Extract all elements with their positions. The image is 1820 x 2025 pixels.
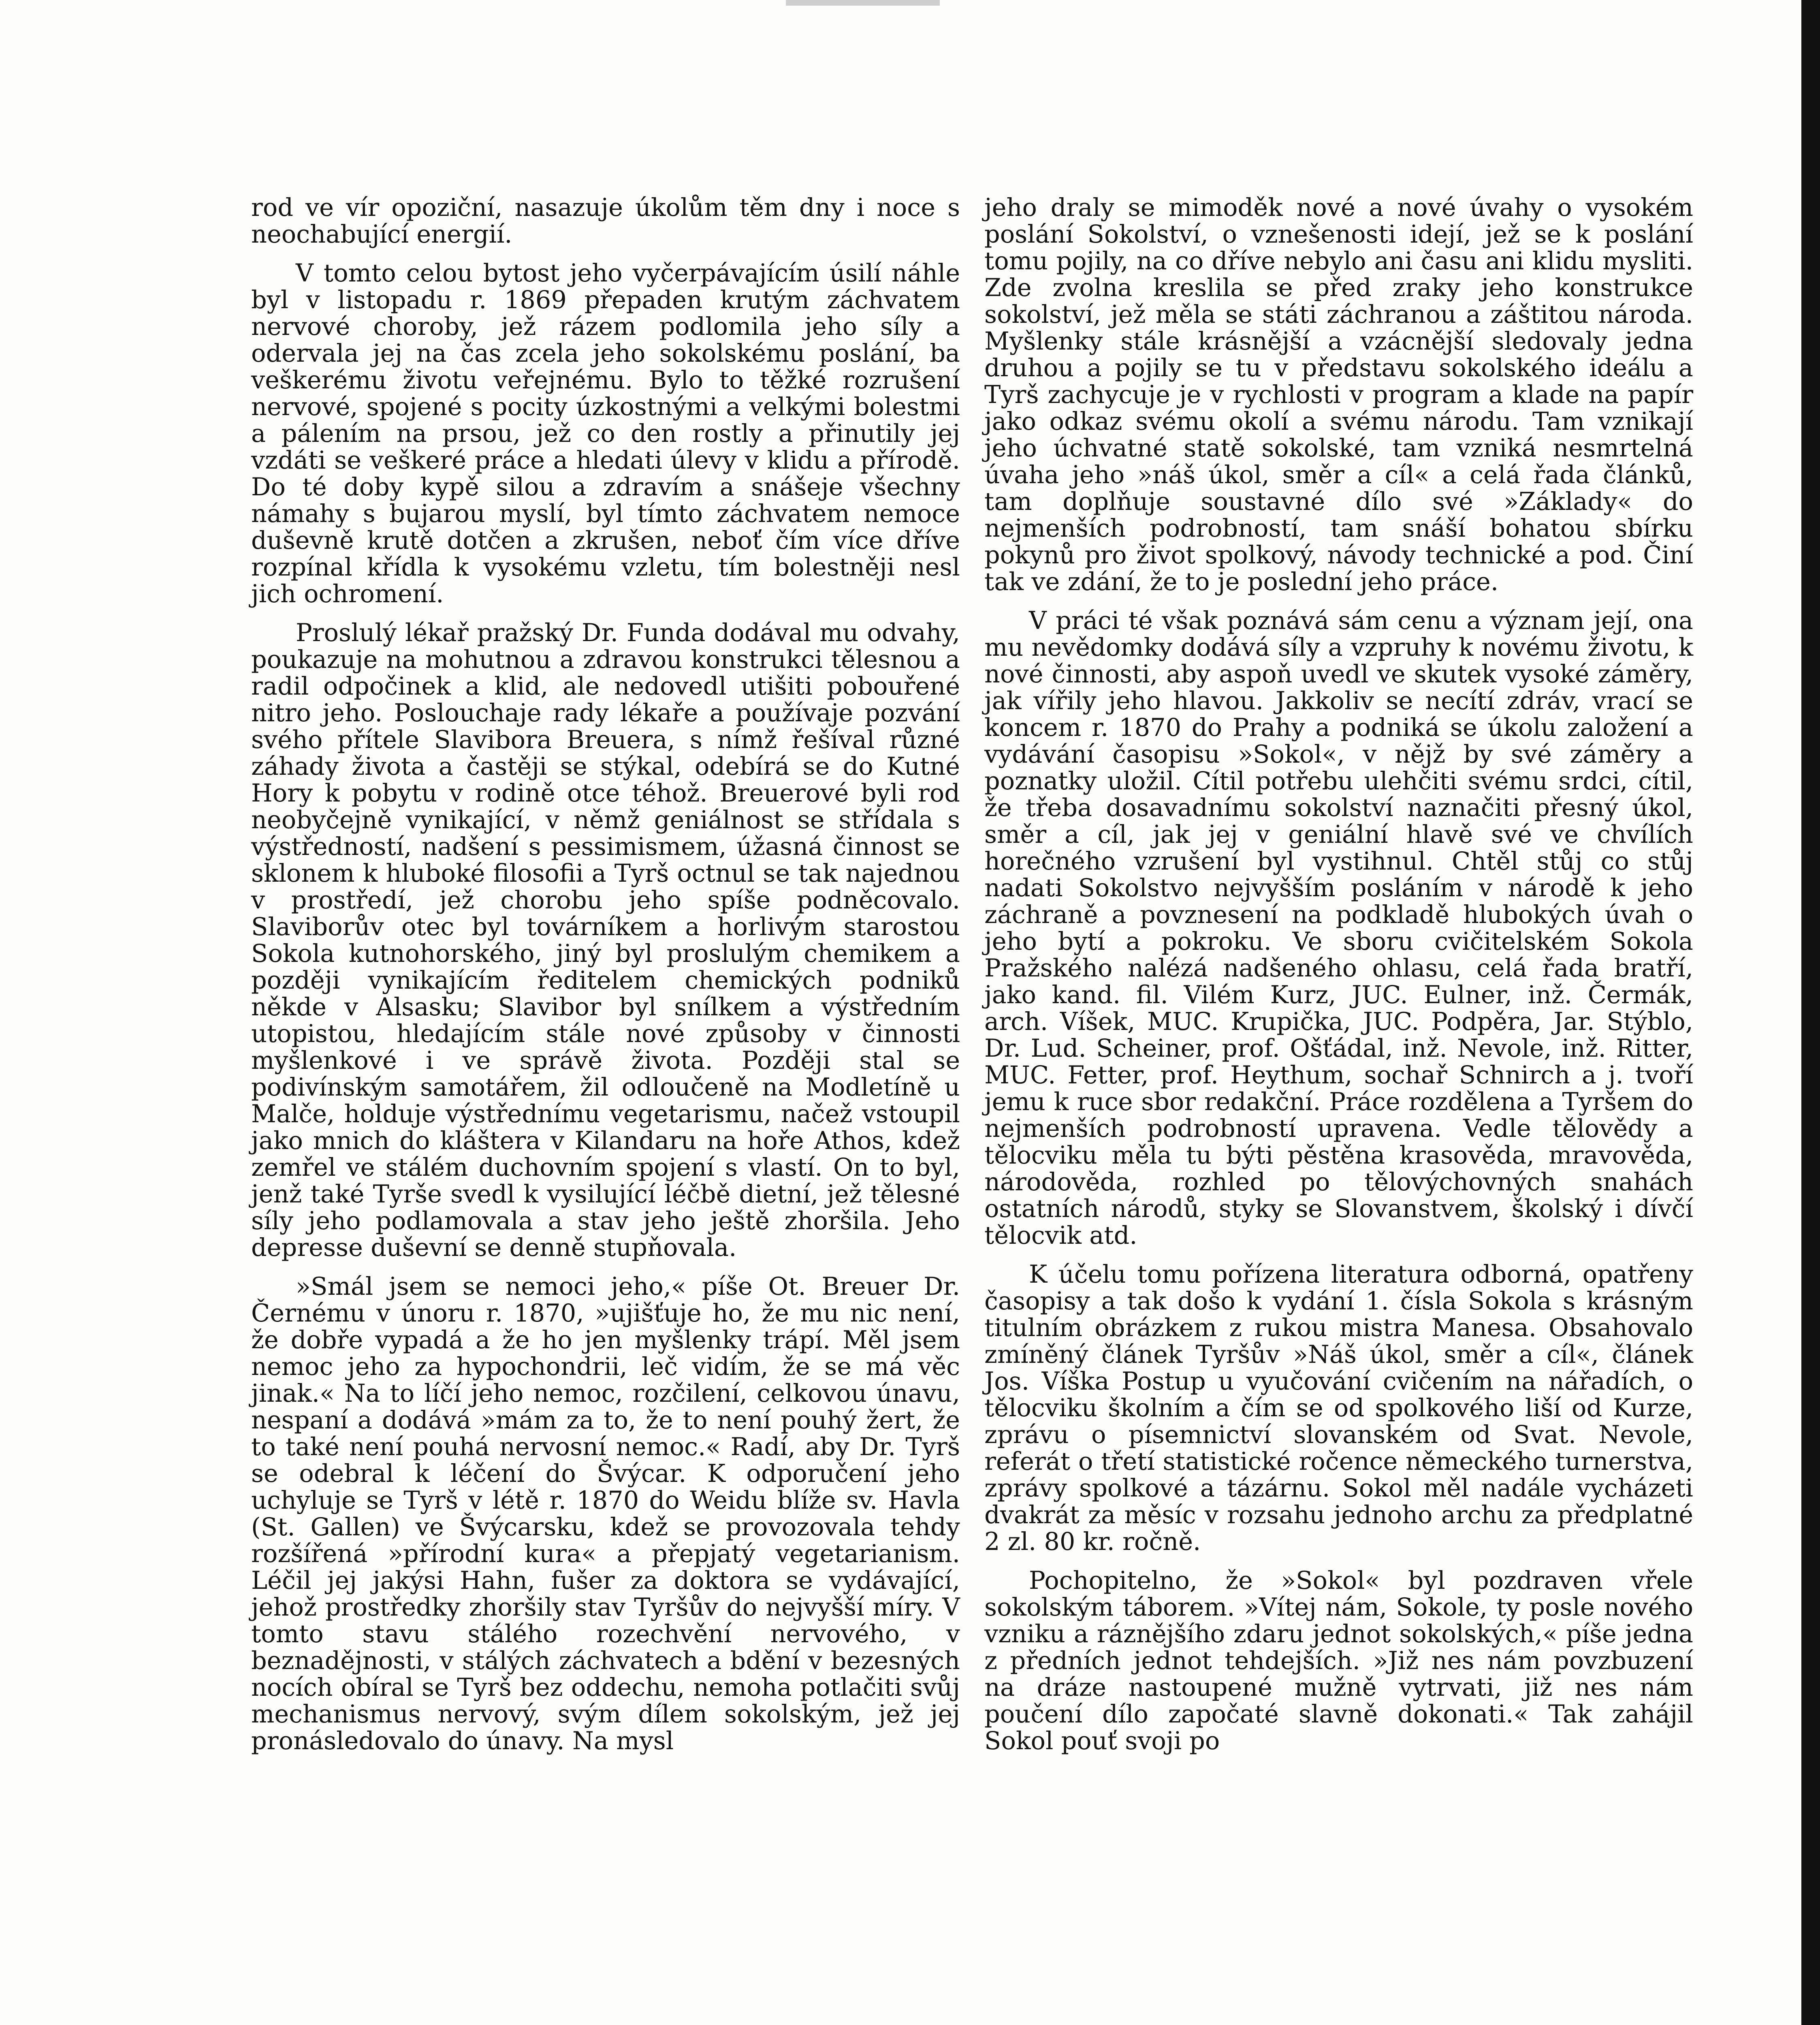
paragraph: rod ve vír opoziční, nasazuje úkolům těm dny i noce s neochabující energií.	[251, 194, 960, 249]
paragraph: K účelu tomu pořízena literatura odborná, opatřeny časopisy a tak došo k vydání 1. čísla Sokola s krásným titulním obrázkem z rukou mistra Manesa. Obsahovalo zmíněný článek Tyršův »Náš úkol, směr a cíl«, článek Jos. Víška Postup u vyučování cvičením na nářadích, o tělocviku školním a čím se od spolkového liší od Kurze, zprávu o písemnictví slovanském od Svat. Nevole, referát o třetí statistické ročence německého turnerstva, zprávy spolkové a tázárnu. Sokol měl nadále vycházeti dvakrát za měsíc v rozsahu jednoho archu za předplatné 2 zl. 80 kr. ročně.	[984, 1260, 1693, 1556]
paragraph: V práci té však poznává sám cenu a význam její, ona mu nevědomky dodává síly a vzpruhy k novému životu, k nové činnosti, aby aspoň uvedl ve skutek vysoké záměry, jak vířily jeho hlavou. Jakkoliv se necítí zdráv, vrací se koncem r. 1870 do Prahy a podniká se úkolu založení a vydávání časopisu »Sokol«, v nějž by své záměry a poznatky uložil. Cítil potřebu ulehčiti svému srdci, cítil, že třeba dosavadnímu sokolství naznačiti přesný úkol, směr a cíl, jak jej v geniální hlavě své ve chvílích horečného vzrušení byl vystihnul. Chtěl stůj co stůj nadati Sokolstvo nejvyšším posláním v národě k jeho záchraně a povznesení na podkladě hlubokých úvah o jeho bytí a pokroku. Ve sboru cvičitelském Sokola Pražského nalézá nadšeného ohlasu, celá řada bratří, jako kand. fil. Vilém Kurz, JUC. Eulner, inž. Čermák, arch. Víšek, MUC. Krupička, JUC. Podpěra, Jar. Stýblo, Dr. Lud. Scheiner, prof. Ošťádal, inž. Nevole, inž. Ritter, MUC. Fetter, prof. Heythum, sochař Schnirch a j. tvoří jemu k ruce sbor redakční. Práce rozdělena a Tyršem do nejmenších podrobností upravena. Vedle tělovědy a tělocviku měla tu býti pěstěna krasověda, mravověda, národověda, rozhled po tělovýchovných snahách ostatních národů, styky se Slovanstvem, školský i dívčí tělocvik atd.	[984, 607, 1693, 1250]
scan-top-edge	[786, 0, 940, 6]
paragraph: V tomto celou bytost jeho vyčerpávajícím úsilí náhle byl v listopadu r. 1869 přepaden krutým záchvatem nervové choroby, jež rázem podlomila jeho síly a odervala jej na čas zcela jeho sokolskému poslání, ba veškerému životu veřejnému. Bylo to těžké rozrušení nervové, spojené s pocity úzkostnými a velkými bolestmi a pálením na prsou, jež co den rostly a přinutily jej vzdáti se veškeré práce a hledati úlevy v klidu a přírodě. Do té doby kypě silou a zdravím a snášeje všechny námahy s bujarou myslí, byl tímto záchvatem nemoce duševně krutě dotčen a zkrušen, neboť čím více dříve rozpínal křídla k vysokému vzletu, tím bolestněji nesl jich ochromení.	[251, 259, 960, 608]
paragraph: Pochopitelno, že »Sokol« byl pozdraven vřele sokolským táborem. »Vítej nám, Sokole, ty posle nového vzniku a ráznějšího zdaru jednot sokolských,« píše jedna z předních jednot tehdejších. »Již nes nám povzbuzení na dráze nastoupené mužně vytrvati, již nes nám poučení dílo započaté slavně dokonati.« Tak zahájil Sokol pouť svoji po	[984, 1567, 1693, 1755]
right-text-column	[984, 194, 1693, 1767]
paragraph: jeho draly se mimoděk nové a nové úvahy o vysokém poslání Sokolství, o vznešenosti idejí, jež se k poslání tomu pojily, na co dříve nebylo ani času ani klidu mysliti. Zde zvolna kreslila se před zraky jeho konstrukce sokolství, jež měla se státi záchranou a záštitou národa. Myšlenky stále krásnější a vzácnější sledovaly jedna druhou a pojily se tu v představu sokolského ideálu a Tyrš zachycuje je v rychlosti v program a klade na papír jako odkaz svému okolí a svému národu. Tam vznikají jeho úchvatné statě sokolské, tam vzniká nesmrtelná úvaha jeho »náš úkol, směr a cíl« a celá řada článků, tam doplňuje soustavné dílo své »Základy« do nejmenších podrobností, tam snáší bohatou sbírku pokynů pro život spolkový, návody technické a pod. Činí tak ve zdání, že to je poslední jeho práce.	[984, 194, 1693, 596]
left-text-column	[251, 194, 960, 1767]
paragraph: »Smál jsem se nemoci jeho,« píše Ot. Breuer Dr. Černému v únoru r. 1870, »ujišťuje ho, že mu nic není, že dobře vypadá a že ho jen myšlenky trápí. Měl jsem nemoc jeho za hypochondrii, leč vidím, že se má věc jinak.« Na to líčí jeho nemoc, rozčilení, celkovou únavu, nespaní a dodává »mám za to, že to není pouhý žert, že to také není pouhá nervosní nemoc.« Radí, aby Dr. Tyrš se odebral k léčení do Švýcar. K odporučení jeho uchyluje se Tyrš v létě r. 1870 do Weidu blíže sv. Havla (St. Gallen) ve Švýcarsku, kdež se provozovala tehdy rozšířená »přírodní kura« a přepjatý vegetarianism. Léčil jej jakýsi Hahn, fušer za doktora se vydávající, jehož prostředky zhoršily stav Tyršův do nejvyšší míry. V tomto stavu stálého rozechvění nervového, v beznadějnosti, v stálých záchvatech a bdění v bezesných nocích obíral se Tyrš bez oddechu, nemoha potlačiti svůj mechanismus nervový, svým dílem sokolským, jež jej pronásledovalo do únavy. Na mysl	[251, 1273, 960, 1755]
paragraph: Proslulý lékař pražský Dr. Funda dodával mu odvahy, poukazuje na mohutnou a zdravou konstrukci tělesnou a radil odpočinek a klid, ale nedovedl utišiti pobouřené nitro jeho. Poslouchaje rady lékaře a používaje pozvání svého přítele Slavibora Breuera, s nímž řešíval různé záhady života a častěji se stýkal, odebírá se do Kutné Hory k pobytu v rodině otce téhož. Breuerové byli rod neobyčejně vynikající, v němž geniálnost se střídala s výstředností, nadšení s pessimismem, úžasná činnost se sklonem k hluboké filosofii a Tyrš octnul se tak najednou v prostředí, jež chorobu jeho spíše podněcovalo. Slaviborův otec byl továrníkem a horlivým starostou Sokola kutnohorského, jiný byl proslulým chemikem a později vynikajícím ředitelem chemických podniků někde v Alsasku; Slavibor byl snílkem a výstředním utopistou, hledajícím stále nové způsoby v činnosti myšlenkové i ve správě života. Později stal se podivínským samotářem, žil odloučeně na Modletíně u Malče, holduje výstřednímu vegetarismu, načež vstoupil jako mnich do kláštera v Kilandaru na hoře Athos, kdež zemřel ve stálém duchovním spojení s vlastí. On to byl, jenž také Tyrše svedl k vysilující léčbě dietní, jež tělesné síly jeho podlamovala a stav jeho ještě zhoršila. Jeho depresse duševní se denně stupňovala.	[251, 619, 960, 1262]
scan-right-edge	[1801, 0, 1820, 2025]
